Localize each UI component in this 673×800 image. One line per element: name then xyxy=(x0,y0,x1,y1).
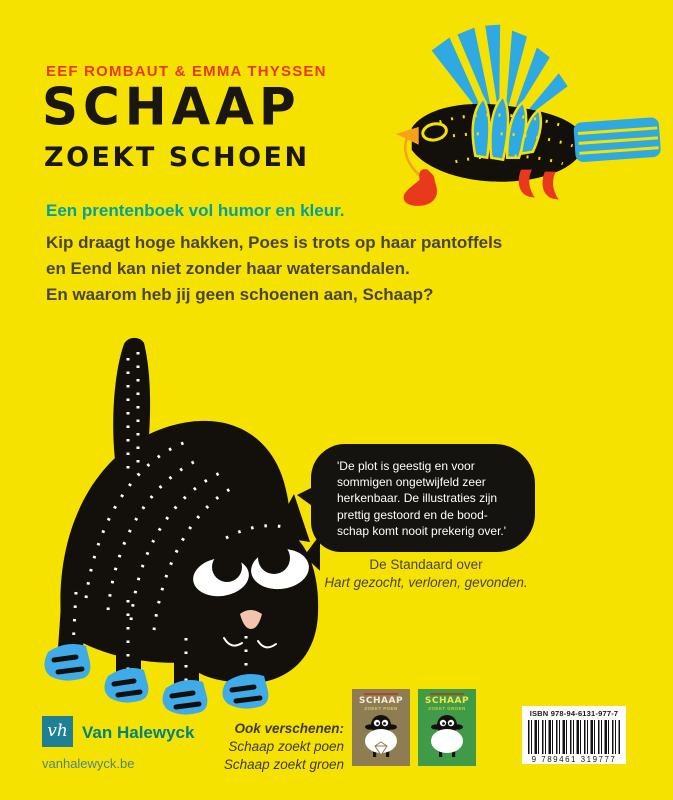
also-published-block xyxy=(218,720,344,774)
blurb-line-3: En waarom heb jij geen schoenen aan, Schaap? xyxy=(46,285,434,304)
barcode-bars-icon xyxy=(528,720,620,754)
isbn-barcode xyxy=(522,706,626,764)
quote-line-3: herkenbaar. De illustraties zijn xyxy=(337,491,498,506)
speech-bubble-tail xyxy=(297,486,315,508)
mini-cover-schaap-zoekt-poen xyxy=(352,689,410,766)
publisher-website: vanhalewyck.be xyxy=(42,756,135,771)
sheep-with-diamond-icon xyxy=(353,712,409,758)
mini-cover-subtitle: ZOEKT GROEN xyxy=(428,706,466,711)
barcode-digits: 9 789461 319777 xyxy=(531,755,617,764)
cat-illustration xyxy=(28,330,320,730)
mini-cover-subtitle: ZOEKT POEN xyxy=(364,706,398,711)
mini-cover-schaap-zoekt-groen xyxy=(418,689,476,766)
mini-cover-title: SCHAAP xyxy=(358,696,404,706)
isbn-label: ISBN 978-94-6131-977-7 xyxy=(529,709,619,718)
quote-source-name: De Standaard over xyxy=(369,557,483,572)
blurb-line-1: Kip draagt hoge hakken, Poes is trots op haar pantoffels xyxy=(46,233,503,252)
also-published-heading: Ook verschenen: xyxy=(234,721,344,736)
tagline: Een prentenboek vol humor en kleur. xyxy=(46,201,345,220)
book-subtitle: ZOEKT SCHOEN xyxy=(44,142,310,173)
publisher-name: Van Halewyck xyxy=(82,723,195,742)
mini-cover-author-line xyxy=(364,693,398,695)
quote-line-1: 'De plot is geestig en voor xyxy=(337,459,475,473)
quote-line-4: prettig gestoord en de bood- xyxy=(337,507,488,522)
blurb-line-2: en Eend kan niet zonder haar watersandalen. xyxy=(46,259,410,278)
sheep-icon xyxy=(419,712,475,758)
van-halewyck-logo-icon: vh xyxy=(42,716,73,747)
blurb xyxy=(46,230,502,308)
bird-illustration xyxy=(372,20,670,212)
also-published-title-2: Schaap zoekt groen xyxy=(223,757,344,772)
review-speech-bubble xyxy=(311,444,535,552)
also-published-title-1: Schaap zoekt poen xyxy=(228,739,344,754)
mini-cover-author-line xyxy=(430,693,464,695)
quote-line-2: sommigen ongetwijfeld zeer xyxy=(337,475,486,490)
quote-source-work: Hart gezocht, verloren, gevonden. xyxy=(324,575,528,590)
quote-attribution xyxy=(316,556,536,592)
review-quote xyxy=(337,458,506,539)
quote-line-5: schap komt nooit prekerig over.' xyxy=(337,523,507,538)
mini-cover-title: SCHAAP xyxy=(424,696,470,706)
book-title: SCHAAP xyxy=(42,76,301,138)
author-names: EEF ROMBAUT & EMMA THYSSEN xyxy=(46,63,327,80)
